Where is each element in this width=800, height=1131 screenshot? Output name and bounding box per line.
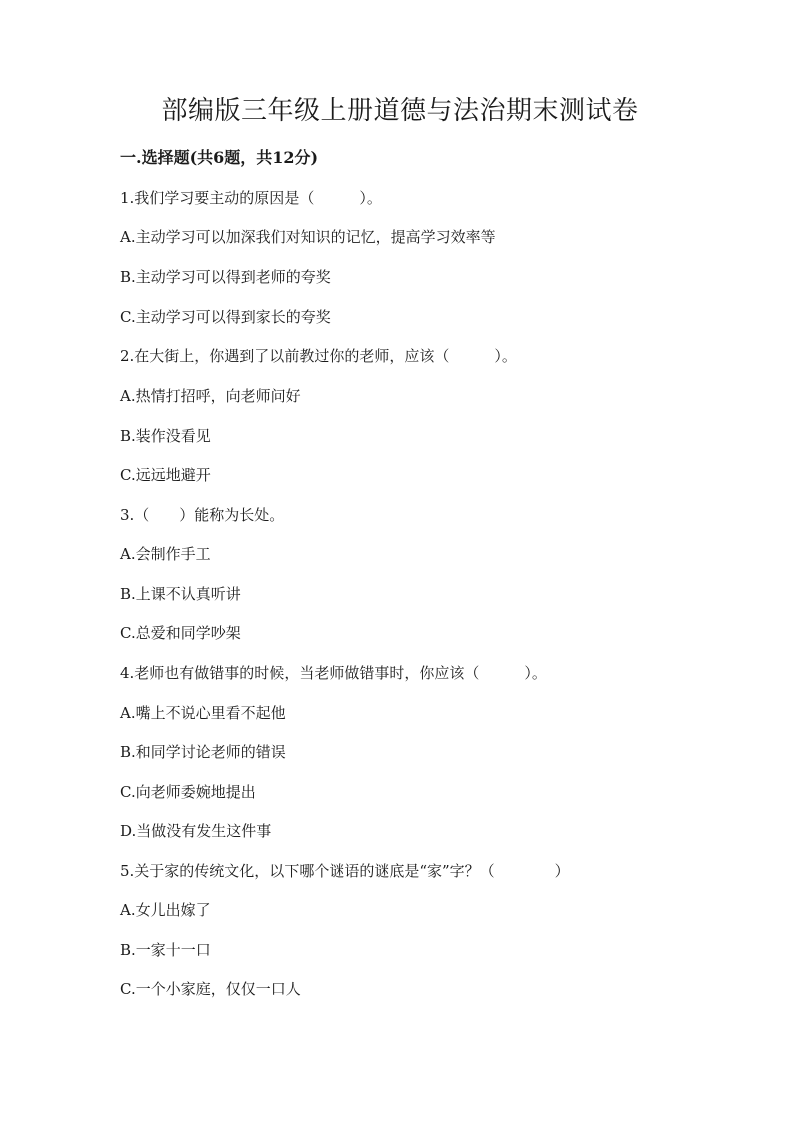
answer-option: D.当做没有发生这件事 bbox=[120, 822, 272, 840]
question-stem: 5.关于家的传统文化，以下哪个谜语的谜底是“家”字？（ ） bbox=[120, 862, 570, 880]
answer-option: A.会制作手工 bbox=[120, 545, 211, 563]
answer-option: A.女儿出嫁了 bbox=[120, 901, 211, 919]
answer-option: B.装作没看见 bbox=[120, 427, 211, 445]
answer-option: C.向老师委婉地提出 bbox=[120, 783, 256, 801]
answer-option: A.主动学习可以加深我们对知识的记忆，提高学习效率等 bbox=[120, 228, 496, 246]
question-stem: 2.在大街上，你遇到了以前教过你的老师，应该（ ）。 bbox=[120, 347, 517, 365]
answer-option: A.热情打招呼，向老师问好 bbox=[120, 387, 301, 405]
answer-option: A.嘴上不说心里看不起他 bbox=[120, 704, 286, 722]
question-stem: 3.（ ）能称为长处。 bbox=[120, 506, 285, 524]
answer-option: B.和同学讨论老师的错误 bbox=[120, 743, 286, 761]
section-heading: 一.选择题(共6题，共12分) bbox=[120, 148, 319, 167]
answer-option: B.主动学习可以得到老师的夸奖 bbox=[120, 268, 331, 286]
answer-option: C.主动学习可以得到家长的夸奖 bbox=[120, 308, 331, 326]
answer-option: C.总爱和同学吵架 bbox=[120, 624, 241, 642]
answer-option: B.上课不认真听讲 bbox=[120, 585, 241, 603]
question-stem: 1.我们学习要主动的原因是（ ）。 bbox=[120, 189, 382, 207]
answer-option: B.一家十一口 bbox=[120, 941, 211, 959]
answer-option: C.一个小家庭，仅仅一口人 bbox=[120, 980, 301, 998]
page-title: 部编版三年级上册道德与法治期末测试卷 bbox=[161, 96, 639, 126]
question-stem: 4.老师也有做错事的时候，当老师做错事时，你应该（ ）。 bbox=[120, 664, 547, 682]
answer-option: C.远远地避开 bbox=[120, 466, 211, 484]
